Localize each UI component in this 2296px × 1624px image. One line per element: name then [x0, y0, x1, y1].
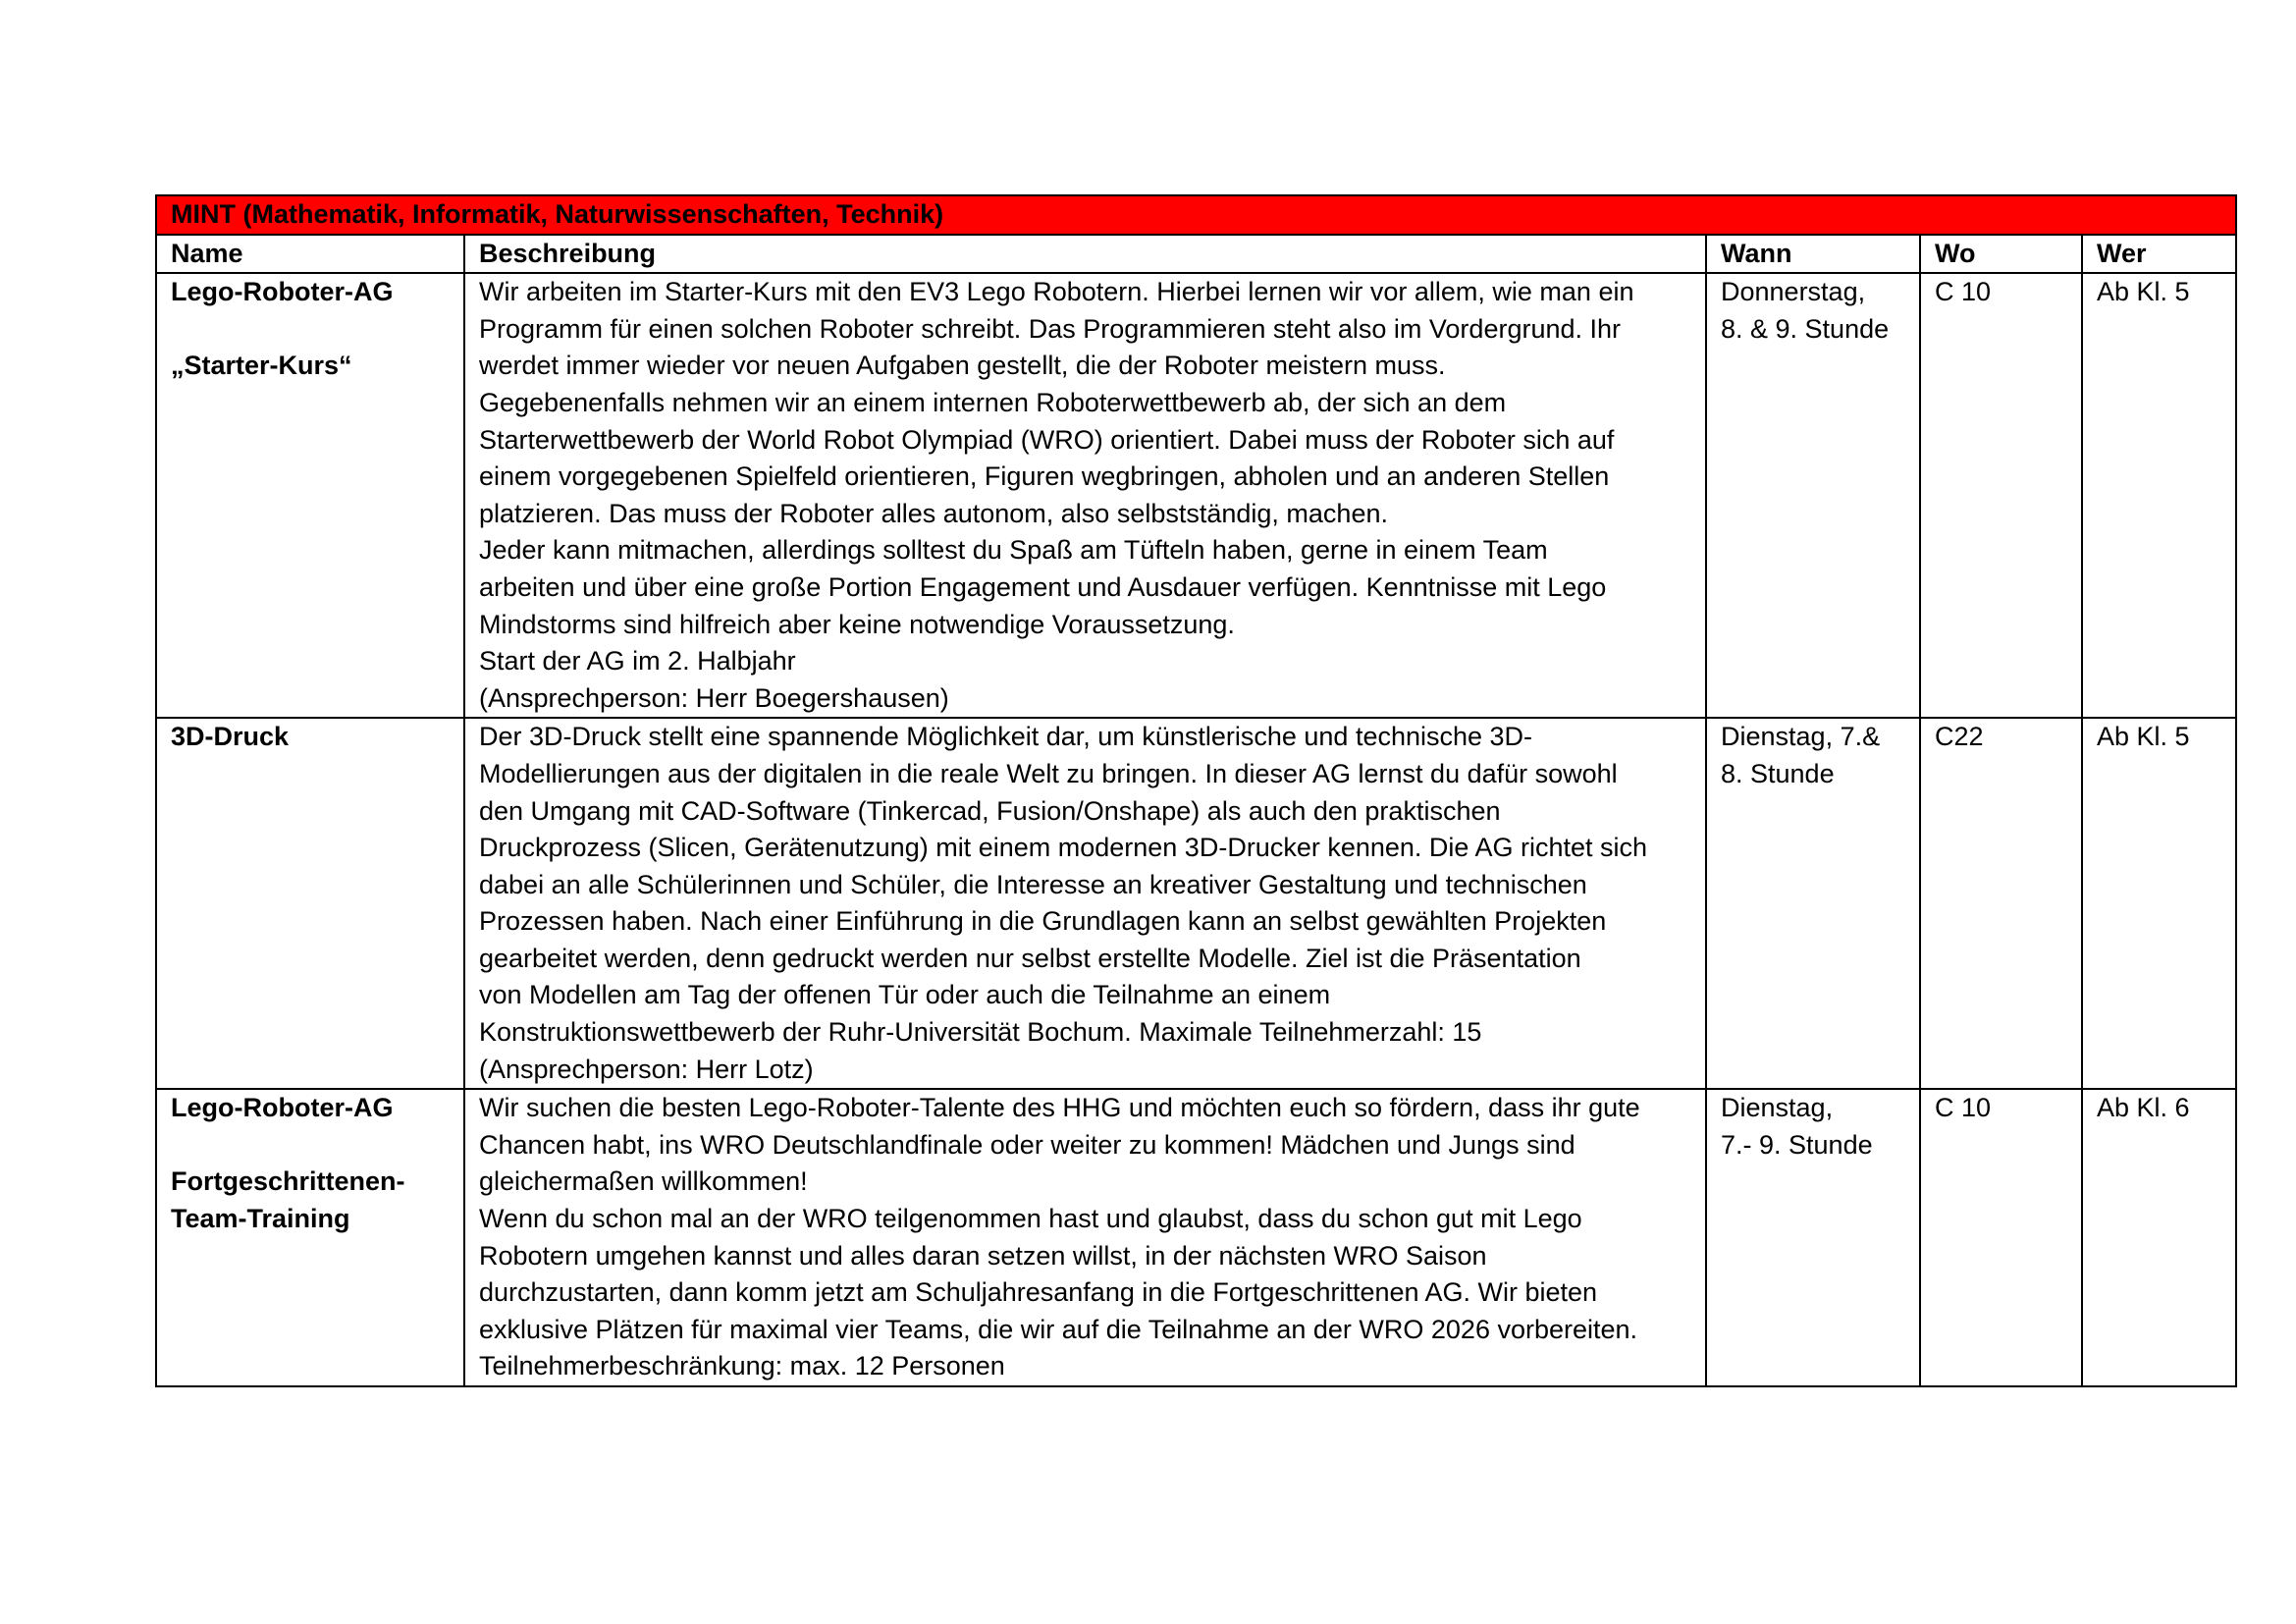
ag-description-cell [464, 718, 1706, 1089]
ag-table [155, 194, 2237, 1387]
description-line: Wenn du schon mal an der WRO teilgenommen hast und glaubst, dass du schon gut mit Lego [479, 1204, 1582, 1234]
ag-when-cell [1706, 1089, 1920, 1386]
header-when: Wann [1706, 235, 1920, 274]
ag-when-time: 8. Stunde [1721, 758, 1835, 788]
ag-name: Lego-Roboter-AG [171, 277, 394, 307]
description-line: Der 3D-Druck stellt eine spannende Möglichkeit dar, um künstlerische und technische 3D- [479, 722, 1533, 752]
table-row [156, 1089, 2236, 1386]
header-where: Wo [1920, 235, 2082, 274]
category-row [156, 195, 2236, 235]
ag-name-spacer [171, 311, 452, 349]
ag-name: 3D-Druck [171, 722, 290, 752]
description-line: Robotern umgehen kannst und alles daran setzen willst, in der nächsten WRO Saison [479, 1240, 1487, 1271]
description-line: Wir arbeiten im Starter-Kurs mit den EV3 Lego Robotern. Hierbei lernen wir vor allem, wie man ein [479, 277, 1634, 307]
header-row [156, 235, 2236, 274]
ag-where: C 10 [1920, 273, 2082, 718]
table-row [156, 273, 2236, 718]
ag-when-day: Dienstag, 7.& [1721, 722, 1881, 752]
description-line: Prozessen haben. Nach einer Einführung in die Grundlagen kann an selbst gewählten Projekten [479, 906, 1607, 937]
description-line: den Umgang mit CAD-Software (Tinkercad, Fusion/Onshape) als auch den praktischen [479, 795, 1501, 826]
ag-name-spacer [171, 1127, 452, 1164]
ag-name-cell [156, 718, 464, 1089]
ag-when-time: 8. & 9. Stunde [1721, 313, 1890, 344]
description-line: gearbeitet werden, denn gedruckt werden nur selbst erstellte Modelle. Ziel ist die Präsentation [479, 943, 1581, 973]
description-line: platzieren. Das muss der Roboter alles autonom, also selbstständig, machen. [479, 498, 1388, 528]
description-line: Starterwettbewerb der World Robot Olympiad (WRO) orientiert. Dabei muss der Roboter sich auf [479, 424, 1615, 455]
ag-where: C 10 [1920, 1089, 2082, 1386]
ag-when-cell [1706, 718, 1920, 1089]
description-line: einem vorgegebenen Spielfeld orientieren, Figuren wegbringen, abholen und an anderen Stellen [479, 461, 1610, 492]
ag-who: Ab Kl. 5 [2082, 273, 2236, 718]
ag-name: Lego-Roboter-AG [171, 1093, 394, 1123]
description-line: Druckprozess (Slicen, Gerätenutzung) mit einem modernen 3D-Drucker kennen. Die AG richtet sich [479, 833, 1647, 863]
description-line: Programm für einen solchen Roboter schreibt. Das Programmieren steht also im Vordergrund. Ihr [479, 313, 1622, 344]
description-line: von Modellen am Tag der offenen Tür oder auch die Teilnahme an einem [479, 980, 1331, 1010]
ag-description-cell [464, 273, 1706, 718]
description-line: Chancen habt, ins WRO Deutschlandfinale oder weiter zu kommen! Mädchen und Jungs sind [479, 1129, 1575, 1160]
description-line: exklusive Plätzen für maximal vier Teams, die wir auf die Teilnahme an der WRO 2026 vorbereiten. [479, 1314, 1638, 1344]
table-row [156, 718, 2236, 1089]
description-line: (Ansprechperson: Herr Boegershausen) [479, 682, 949, 713]
ag-who: Ab Kl. 6 [2082, 1089, 2236, 1386]
ag-when-time: 7.- 9. Stunde [1721, 1129, 1873, 1160]
ag-subtitle: „Starter-Kurs“ [171, 351, 352, 381]
header-name: Name [156, 235, 464, 274]
description-line: Wir suchen die besten Lego-Roboter-Talente des HHG und möchten euch so fördern, dass ihr gute [479, 1093, 1640, 1123]
ag-where: C22 [1920, 718, 2082, 1089]
ag-subtitle: Team-Training [171, 1204, 350, 1234]
description-line: Start der AG im 2. Halbjahr [479, 646, 796, 677]
header-description: Beschreibung [464, 235, 1706, 274]
ag-when-day: Donnerstag, [1721, 277, 1866, 307]
description-line: gleichermaßen willkommen! [479, 1166, 808, 1197]
description-line: dabei an alle Schülerinnen und Schüler, die Interesse an kreativer Gestaltung und technischen [479, 869, 1587, 899]
ag-when-cell [1706, 273, 1920, 718]
description-line: arbeiten und über eine große Portion Engagement und Ausdauer verfügen. Kenntnisse mit Lego [479, 571, 1607, 602]
description-line: werdet immer wieder vor neuen Aufgaben gestellt, die der Roboter meistern muss. [479, 351, 1446, 381]
description-line: Gegebenenfalls nehmen wir an einem internen Roboterwettbewerb ab, der sich an dem [479, 387, 1507, 417]
description-line: Mindstorms sind hilfreich aber keine notwendige Voraussetzung. [479, 609, 1235, 639]
ag-name-cell [156, 1089, 464, 1386]
description-line: Teilnehmerbeschränkung: max. 12 Personen [479, 1351, 1005, 1381]
ag-description-cell [464, 1089, 1706, 1386]
description-line: Modellierungen aus der digitalen in die reale Welt zu bringen. In dieser AG lernst du dafür sowohl [479, 758, 1618, 788]
description-line: (Ansprechperson: Herr Lotz) [479, 1054, 814, 1084]
ag-name-cell [156, 273, 464, 718]
ag-who: Ab Kl. 5 [2082, 718, 2236, 1089]
description-line: durchzustarten, dann komm jetzt am Schuljahresanfang in die Fortgeschrittenen AG. Wir bieten [479, 1277, 1598, 1308]
description-line: Konstruktionswettbewerb der Ruhr-Universität Bochum. Maximale Teilnehmerzahl: 15 [479, 1017, 1482, 1048]
ag-when-day: Dienstag, [1721, 1093, 1834, 1123]
header-who: Wer [2082, 235, 2236, 274]
ag-subtitle: Fortgeschrittenen- [171, 1166, 405, 1197]
description-line: Jeder kann mitmachen, allerdings solltest du Spaß am Tüfteln haben, gerne in einem Team [479, 535, 1548, 566]
category-title: MINT (Mathematik, Informatik, Naturwissenschaften, Technik) [156, 195, 2236, 235]
